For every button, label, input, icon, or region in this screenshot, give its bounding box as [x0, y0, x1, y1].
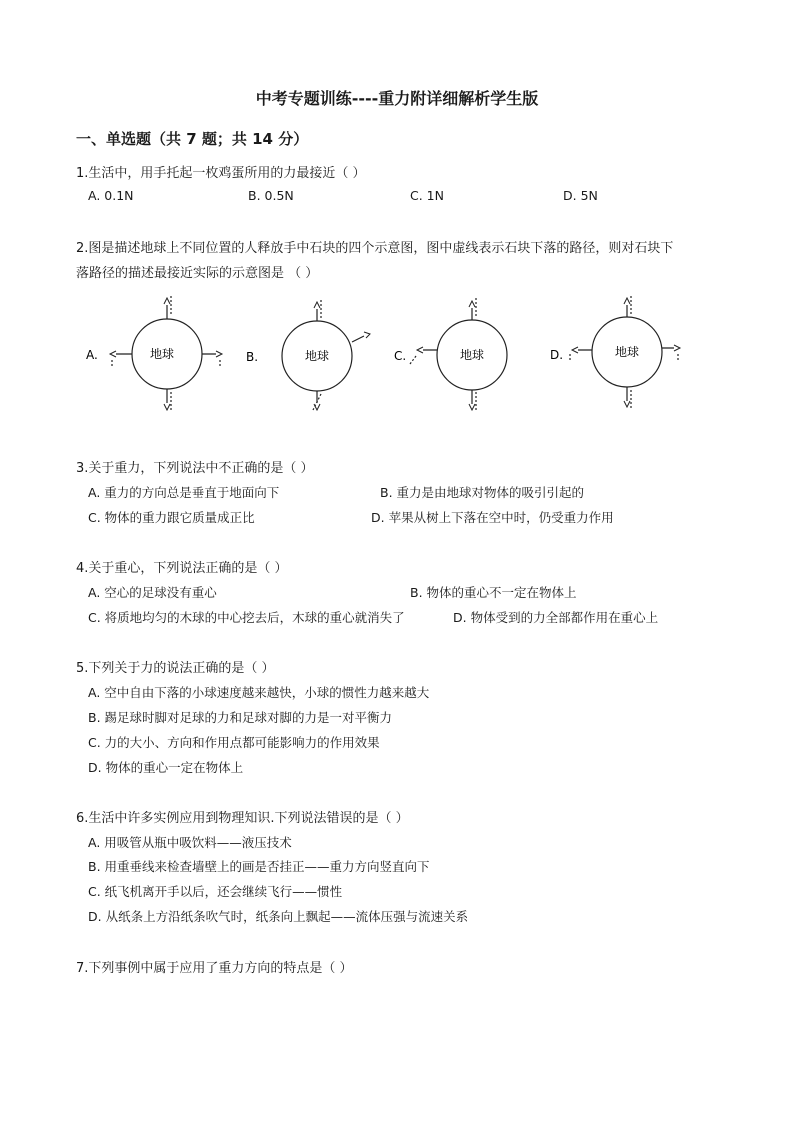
q1-option-c: C. 1N: [410, 188, 444, 203]
q4-option-d: D. 物体受到的力全部都作用在重心上: [453, 610, 659, 625]
earth-text-b: 地球: [305, 349, 330, 363]
question-2-stem-line1: 2.图是描述地球上不同位置的人释放手中石块的四个示意图，图中虚线表示石块下落的路径，则对石块下: [76, 241, 674, 256]
q3-option-c: C. 物体的重力跟它质量成正比: [88, 510, 255, 525]
q1-option-b: B. 0.5N: [248, 188, 294, 203]
q6-option-a: A. 用吸管从瓶中吸饮料——液压技术: [88, 835, 292, 850]
section-heading: 一、单选题（共 7 题；共 14 分）: [76, 130, 309, 148]
q5-option-d: D. 物体的重心一定在物体上: [88, 760, 244, 775]
q3-option-a: A. 重力的方向总是垂直于地面向下: [88, 485, 280, 500]
earth-text-d: 地球: [615, 345, 640, 359]
earth-text-c: 地球: [460, 348, 485, 362]
q3-option-b: B. 重力是由地球对物体的吸引引起的: [380, 485, 585, 500]
q3-option-d: D. 苹果从树上下落在空中时，仍受重力作用: [371, 510, 614, 525]
q5-option-c: C. 力的大小、方向和作用点都可能影响力的作用效果: [88, 735, 380, 750]
question-7-stem: 7.下列事例中属于应用了重力方向的特点是（ ）: [76, 961, 353, 976]
q6-option-d: D. 从纸条上方沿纸条吹气时，纸条向上飘起——流体压强与流速关系: [88, 909, 469, 924]
figure-label-d: D.: [550, 348, 564, 362]
question-6-stem: 6.生活中许多实例应用到物理知识.下列说法错误的是（ ）: [76, 811, 409, 826]
question-4-stem: 4.关于重心，下列说法正确的是（ ）: [76, 561, 288, 576]
figure-label-c: C.: [394, 349, 407, 363]
figure-label-b: B.: [246, 350, 259, 364]
q4-option-a: A. 空心的足球没有重心: [88, 585, 217, 600]
figure-label-a: A.: [86, 348, 98, 362]
earth-text-a: 地球: [150, 347, 175, 361]
question-5-stem: 5.下列关于力的说法正确的是（ ）: [76, 661, 275, 676]
q5-option-b: B. 踢足球时脚对足球的力和足球对脚的力是一对平衡力: [88, 710, 393, 725]
q5-option-a: A. 空中自由下落的小球速度越来越快，小球的惯性力越来越大: [88, 685, 430, 700]
page-title: 中考专题训练----重力附详细解析学生版: [255, 89, 539, 108]
q6-option-c: C. 纸飞机离开手以后，还会继续飞行——惯性: [88, 884, 343, 899]
q4-option-c: C. 将质地均匀的木球的中心挖去后，木球的重心就消失了: [88, 610, 405, 625]
q1-option-a: A. 0.1N: [88, 188, 134, 203]
q6-option-b: B. 用重垂线来检查墙壁上的画是否挂正——重力方向竖直向下: [88, 859, 430, 874]
earth-diagrams-figure: [76, 290, 716, 420]
q1-option-d: D. 5N: [563, 188, 598, 203]
question-2-stem-line2: 落路径的描述最接近实际的示意图是 （ ）: [76, 266, 319, 281]
q4-option-b: B. 物体的重心不一定在物体上: [410, 585, 577, 600]
question-3-stem: 3.关于重力，下列说法中不正确的是（ ）: [76, 461, 314, 476]
question-1-stem: 1.生活中，用手托起一枚鸡蛋所用的力最接近（ ）: [76, 166, 366, 181]
